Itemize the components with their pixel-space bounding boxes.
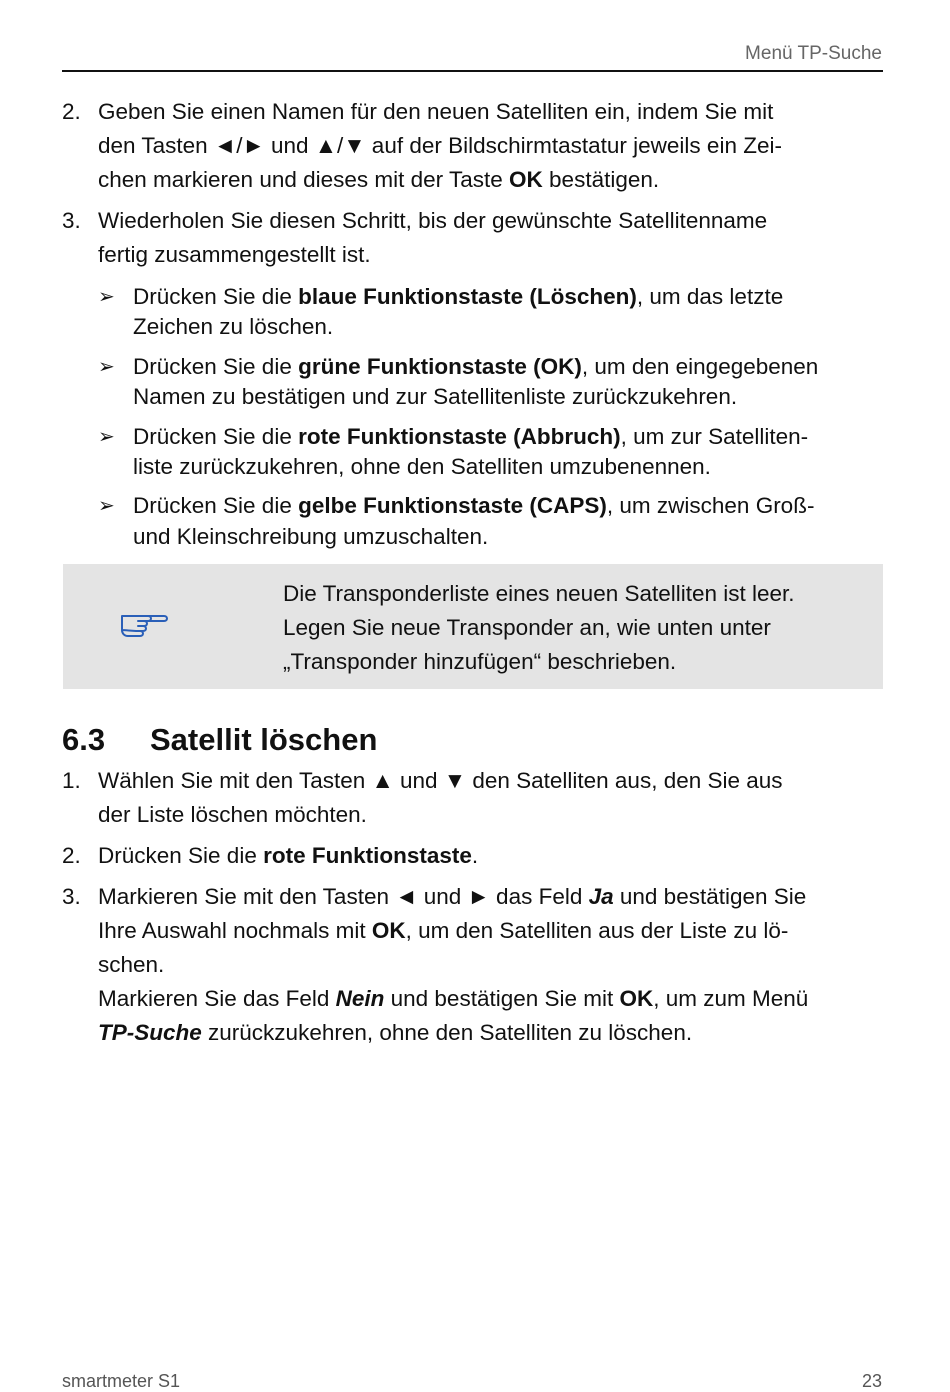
arrow-bullet-icon: ➢ <box>98 356 115 378</box>
list-item-text: Drücken Sie die rote Funktionstaste. <box>98 843 479 868</box>
pointing-hand-icon <box>118 606 170 642</box>
bullet-text: Drücken Sie die rote Funktionstaste (Abbruch), um zur Satelliten- <box>133 424 809 449</box>
note-text: Die Transponderliste eines neuen Satelliten ist leer. <box>283 581 795 606</box>
bullet-text: liste zurückzukehren, ohne den Satelliten umzubenennen. <box>133 454 711 479</box>
footer-product-name: smartmeter S1 <box>62 1371 181 1391</box>
arrow-bullet-icon: ➢ <box>98 426 115 448</box>
list-item-number: 1. <box>62 768 81 793</box>
arrow-bullet-icon: ➢ <box>98 495 115 517</box>
header-rule <box>62 70 883 72</box>
list-item-text: Markieren Sie das Feld Nein und bestätigen Sie mit OK, um zum Menü <box>98 986 809 1011</box>
bullet-text: und Kleinschreibung umzuschalten. <box>133 524 489 549</box>
list-item-number: 2. <box>62 99 81 124</box>
list-item-text: TP-Suche zurückzukehren, ohne den Satelliten zu löschen. <box>98 1020 693 1045</box>
list-item-text: Geben Sie einen Namen für den neuen Satelliten ein, indem Sie mit <box>98 99 774 124</box>
list-item-number: 3. <box>62 884 81 909</box>
bullet-text: Drücken Sie die gelbe Funktionstaste (CAPS), um zwischen Groß- <box>133 493 815 518</box>
list-item-number: 3. <box>62 208 81 233</box>
bullet-text: Drücken Sie die grüne Funktionstaste (OK), um den eingegebenen <box>133 354 819 379</box>
bullet-text: Drücken Sie die blaue Funktionstaste (Löschen), um das letzte <box>133 284 784 309</box>
bullet-text: Namen zu bestätigen und zur Satellitenliste zurückzukehren. <box>133 384 738 409</box>
list-item-number: 2. <box>62 843 81 868</box>
note-text: „Transponder hinzufügen“ beschrieben. <box>283 649 677 674</box>
list-item-text: Wählen Sie mit den Tasten ▲ und ▼ den Satelliten aus, den Sie aus <box>98 768 783 793</box>
list-item-text: Ihre Auswahl nochmals mit OK, um den Satelliten aus der Liste zu lö- <box>98 918 789 943</box>
list-item-text: der Liste löschen möchten. <box>98 802 367 827</box>
list-item-text: schen. <box>98 952 165 977</box>
section-title: Satellit löschen <box>150 722 378 757</box>
section-number: 6.3 <box>62 722 106 757</box>
list-item-text: Markieren Sie mit den Tasten ◄ und ► das Feld Ja und bestätigen Sie <box>98 884 807 909</box>
bullet-text: Zeichen zu löschen. <box>133 314 334 339</box>
list-item-text: den Tasten ◄/► und ▲/▼ auf der Bildschirmtastatur jeweils ein Zei- <box>98 133 782 158</box>
list-item-text: chen markieren und dieses mit der Taste OK bestätigen. <box>98 167 660 192</box>
list-item-text: Wiederholen Sie diesen Schritt, bis der gewünschte Satellitenname <box>98 208 768 233</box>
note-text: Legen Sie neue Transponder an, wie unten unter <box>283 615 771 640</box>
running-header: Menü TP-Suche <box>745 43 882 64</box>
page-number: 23 <box>861 1371 882 1391</box>
list-item-text: fertig zusammengestellt ist. <box>98 242 371 267</box>
arrow-bullet-icon: ➢ <box>98 286 115 308</box>
